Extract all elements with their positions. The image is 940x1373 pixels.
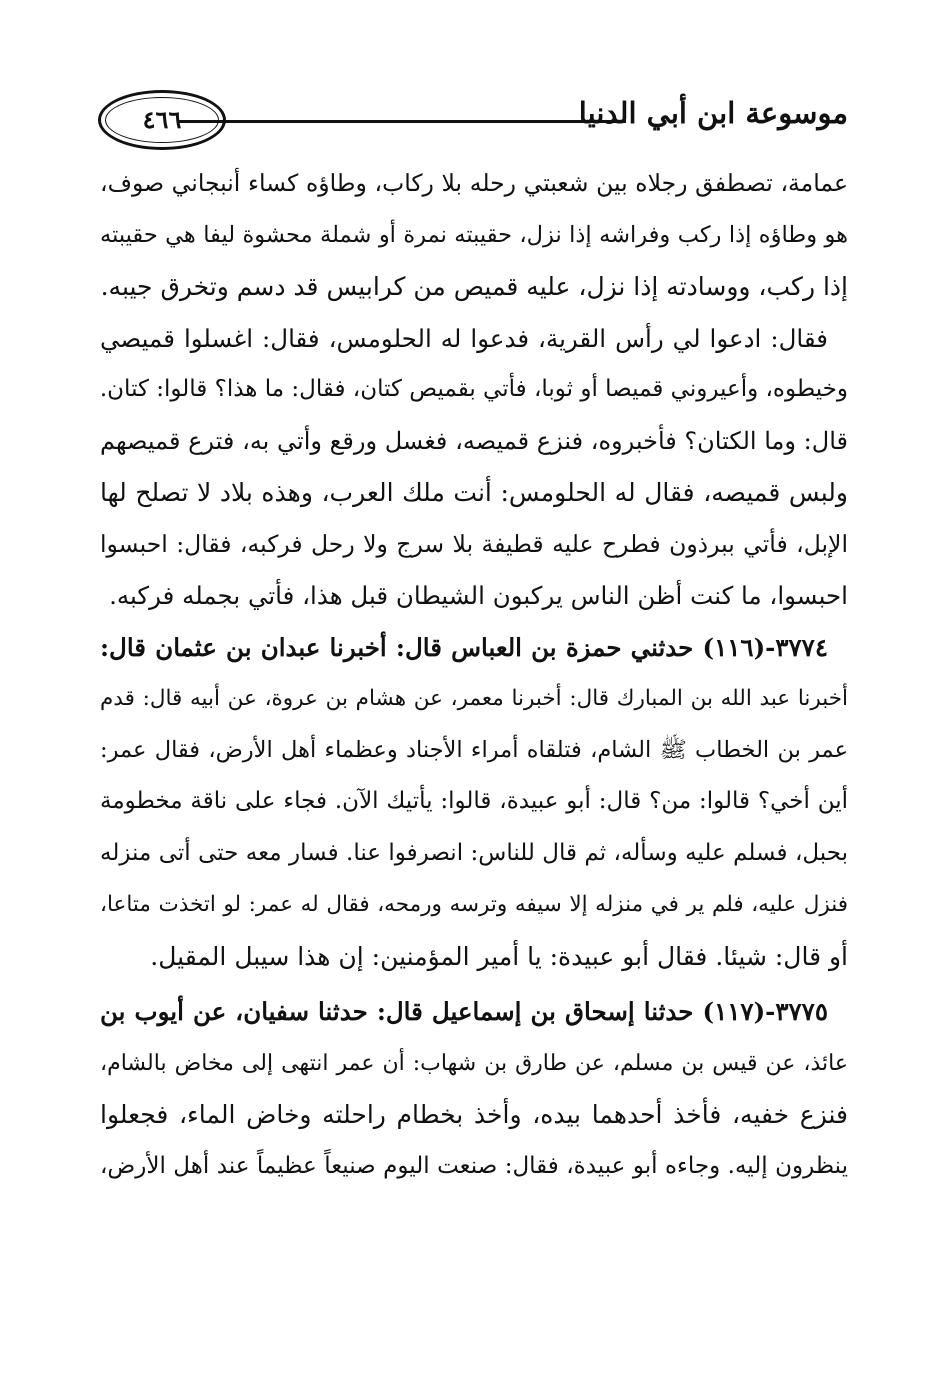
text-line: الإبل، فأتي ببرذون فطرح عليه قطيفة بلا سرج ولا رحل فركبه، فقال: احبسوا [100,529,848,558]
text-line: عمر بن الخطاب ﷺ الشام، فتلقاه أمراء الأجناد وعظماء أهل الأرض، فقال عمر: [100,736,848,763]
text-line: فنزع خفيه، فأخذ أحدهما بيده، وأخذ بخطام راحلته وخاض الماء، فجعلوا [100,1100,848,1129]
text-line: ينظرون إليه. وجاءه أبو عبيدة، فقال: صنعت اليوم صنيعاً عظيماً عند أهل الأرض، [100,1152,848,1179]
hadith-heading-line: ٣٧٧٥-(١١٧) حدثنا إسحاق بن إسماعيل قال: حدثنا سفيان، عن أيوب بن [100,997,828,1026]
text-line: عائذ، عن قيس بن مسلم، عن طارق بن شهاب: أن عمر انتهى إلى مخاض بالشام، [100,1050,848,1076]
book-title: موسوعة ابن أبي الدنيا [578,96,848,130]
page-number-oval [98,90,226,150]
text-line: أو قال: شيئا. فقال أبو عبيدة: يا أمير المؤمنين: إن هذا سيبل المقيل. [150,941,848,971]
text-line: فقال: ادعوا لي رأس القرية، فدعوا له الحلومس، فقال: اغسلوا قميصي [100,323,828,353]
text-line: ولبس قميصه، فقال له الحلومس: أنت ملك العرب، وهذه بلاد لا تصلح لها [100,478,848,507]
page-body [100,158,848,1192]
text-line: إذا ركب، ووسادته إذا نزل، عليه قميص من كرابيس قد دسم وتخرق جيبه. [100,272,848,301]
text-line: هو وطاؤه إذا ركب وفراشه إذا نزل، حقيبته نمرة أو شملة محشوة ليفا هي حقيبته [100,221,848,248]
text-line: بحبل، فسلم عليه وسأله، ثم قال للناس: انصرفوا عنا. فسار معه حتى أتى منزله [100,839,848,866]
page-header [98,80,848,160]
header-rule [178,120,626,123]
text-line: قال: وما الكتان؟ فأخبروه، فنزع قميصه، فغسل ورقع وأتي به، فترع قميصهم [100,426,848,455]
text-line: أين أخي؟ قالوا: من؟ قال: أبو عبيدة، قالوا: يأتيك الآن. فجاء على ناقة مخطومة [100,788,848,814]
hadith-heading-line: ٣٧٧٤-(١١٦) حدثني حمزة بن العباس قال: أخبرنا عبدان بن عثمان قال: [100,632,828,662]
text-line: فنزل عليه، فلم ير في منزله إلا سيفه وترسه ورمحه، فقال له عمر: لو اتخذت متاعا، [100,892,848,917]
page-number: ٤٦٦ [142,105,182,134]
text-line: أخبرنا عبد الله بن المبارك قال: أخبرنا معمر، عن هشام بن عروة، عن أبيه قال: قدم [100,686,848,711]
text-line: عمامة، تصطفق رجلاه بين شعبتي رحله بلا ركاب، وطاؤه كساء أنبجاني صوف، [100,169,848,197]
text-line: احبسوا، ما كنت أظن الناس يركبون الشيطان قبل هذا، فأتي بجمله فركبه. [109,581,848,610]
text-line: وخيطوه، وأعيروني قميصا أو ثوبا، فأتي بقميص كتان، فقال: ما هذا؟ قالوا: كتان. [100,376,848,402]
